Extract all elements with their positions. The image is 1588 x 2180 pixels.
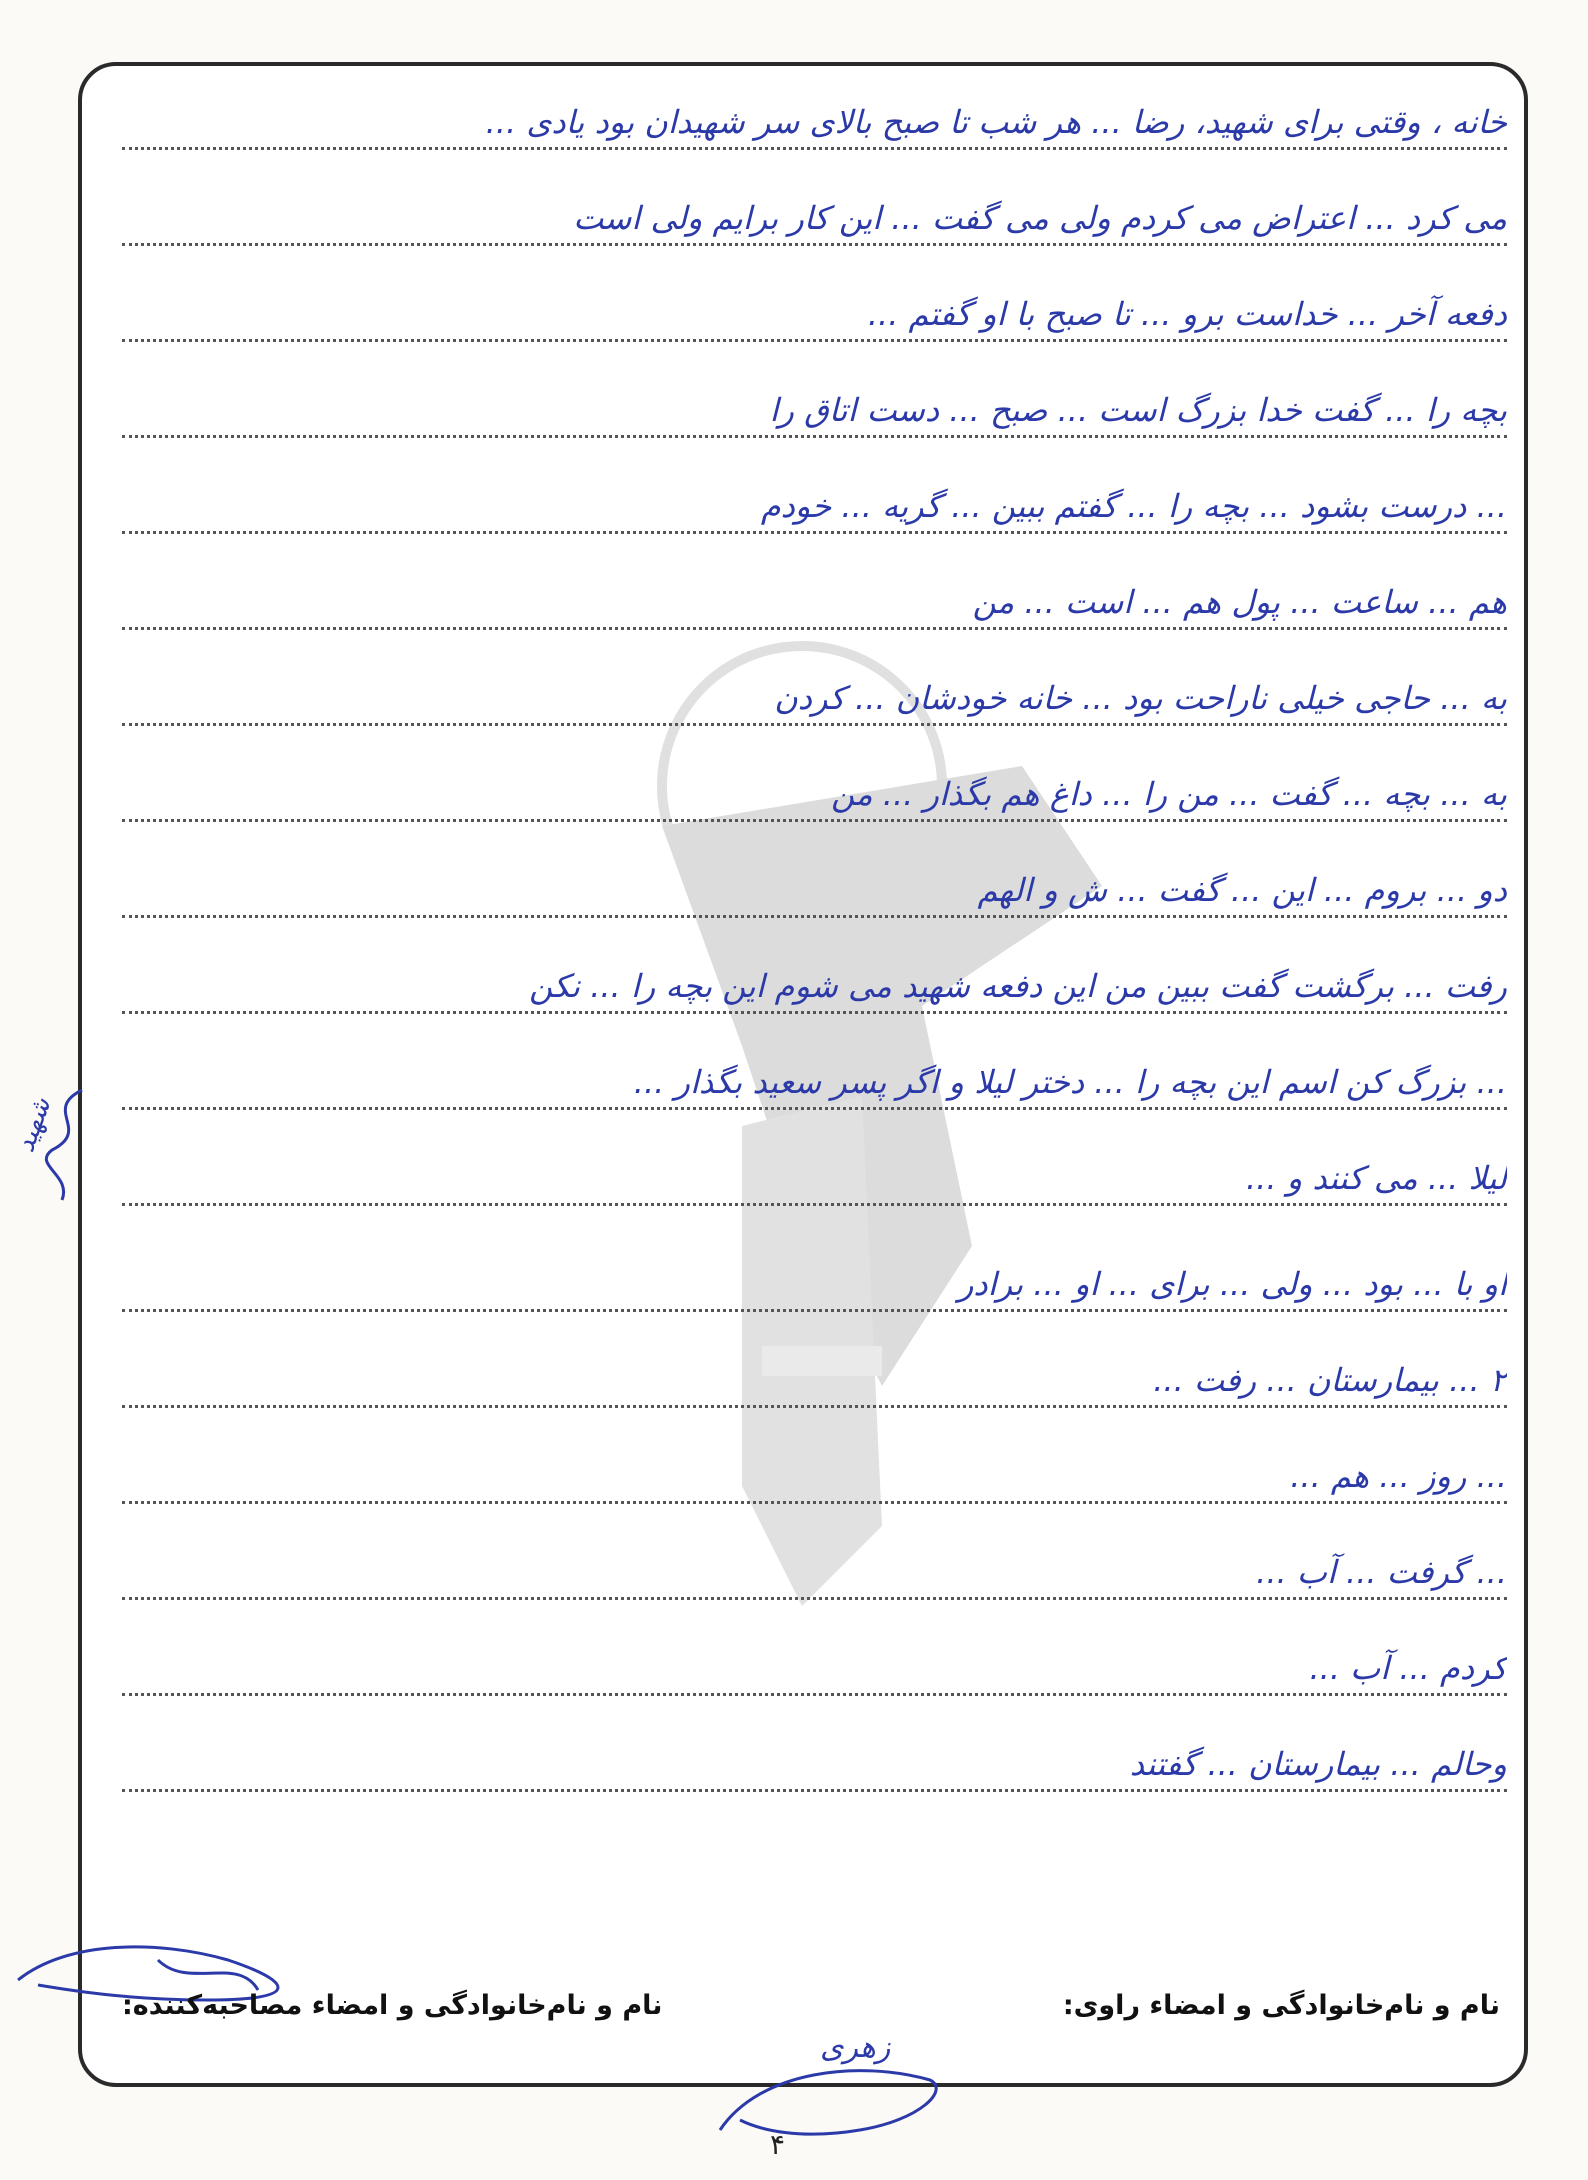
ruled-line bbox=[122, 254, 1507, 342]
handwritten-line-text: ... بزرگ کن اسم این بچه را ... دختر لیلا و اگر پسر سعید بگذار ... bbox=[633, 1062, 1507, 1101]
ruled-line bbox=[122, 1608, 1507, 1696]
handwritten-line-text: به ... بچه ... گفت ... من را ... داغ هم بگذار ... من bbox=[831, 774, 1507, 813]
ruled-line bbox=[122, 158, 1507, 246]
handwritten-line-text: دو ... بروم ... این ... گفت ... ش و الهم bbox=[977, 870, 1507, 909]
ruled-line bbox=[122, 638, 1507, 726]
handwritten-line-text: می کرد ... اعتراض می کردم ولی می گفت ... این کار برایم ولی است bbox=[573, 198, 1507, 237]
handwritten-line-text: لیلا ... می کنند و ... bbox=[1246, 1158, 1507, 1197]
handwritten-line-text: هم ... ساعت ... پول هم ... است ... من bbox=[972, 582, 1507, 621]
interviewer-signature-loop bbox=[700, 2050, 960, 2150]
handwritten-line-text: کردم ... آب ... bbox=[1309, 1648, 1507, 1687]
ruled-line bbox=[122, 446, 1507, 534]
ruled-line bbox=[122, 1022, 1507, 1110]
handwritten-line-text: ... روز ... هم ... bbox=[1290, 1456, 1507, 1495]
handwritten-line-text: ... درست بشود ... بچه را ... گفتم ببین ... گریه ... خودم bbox=[760, 486, 1507, 525]
ruled-line bbox=[122, 734, 1507, 822]
handwritten-line-text: وحالم ... بیمارستان ... گفتند bbox=[1129, 1744, 1507, 1783]
ruled-line bbox=[122, 926, 1507, 1014]
ruled-line bbox=[122, 350, 1507, 438]
ruled-line bbox=[122, 1118, 1507, 1206]
ruled-line bbox=[122, 62, 1507, 150]
narrator-signature-label: نام و نام‌خانوادگی و امضاء راوی: bbox=[1062, 1989, 1500, 2021]
ruled-line bbox=[122, 1320, 1507, 1408]
ruled-line bbox=[122, 830, 1507, 918]
interviewer-signature: زهری bbox=[820, 2030, 891, 2065]
handwritten-line-text: بچه را ... گفت خدا بزرگ است ... صبح ... دست اتاق را bbox=[769, 390, 1507, 429]
ruled-line bbox=[122, 542, 1507, 630]
handwritten-line-text: دفعه آخر ... خداست برو ... تا صبح با او گفتم ... bbox=[867, 294, 1507, 333]
ruled-line bbox=[122, 1224, 1507, 1312]
handwritten-line-text: خانه ، وقتی برای شهید، رضا ... هر شب تا صبح بالای سر شهیدان بود یادی ... bbox=[485, 102, 1507, 141]
handwritten-line-text: ... گرفت ... آب ... bbox=[1256, 1552, 1507, 1591]
ruled-line bbox=[122, 1416, 1507, 1504]
handwritten-line-text: ۲ ... بیمارستان ... رفت ... bbox=[1153, 1360, 1507, 1399]
handwritten-line-text: به ... حاجی خیلی ناراحت بود ... خانه خودشان ... کردن bbox=[774, 678, 1507, 717]
handwritten-line-text: رفت ... برگشت گفت ببین من این دفعه شهید می شوم این بچه را ... نکن bbox=[529, 966, 1507, 1005]
ruled-line bbox=[122, 1512, 1507, 1600]
handwritten-line-text: او با ... بود ... ولی ... برای ... او ... برادر bbox=[957, 1264, 1507, 1303]
ruled-line bbox=[122, 1704, 1507, 1792]
page-number: ۴ bbox=[770, 2128, 786, 2161]
interviewer-signature-label: نام و نام‌خانوادگی و امضاء مصاحبه‌کننده: bbox=[122, 1989, 663, 2021]
margin-note-text: شهید bbox=[10, 1093, 58, 1157]
signature-footer bbox=[122, 1975, 1500, 2035]
